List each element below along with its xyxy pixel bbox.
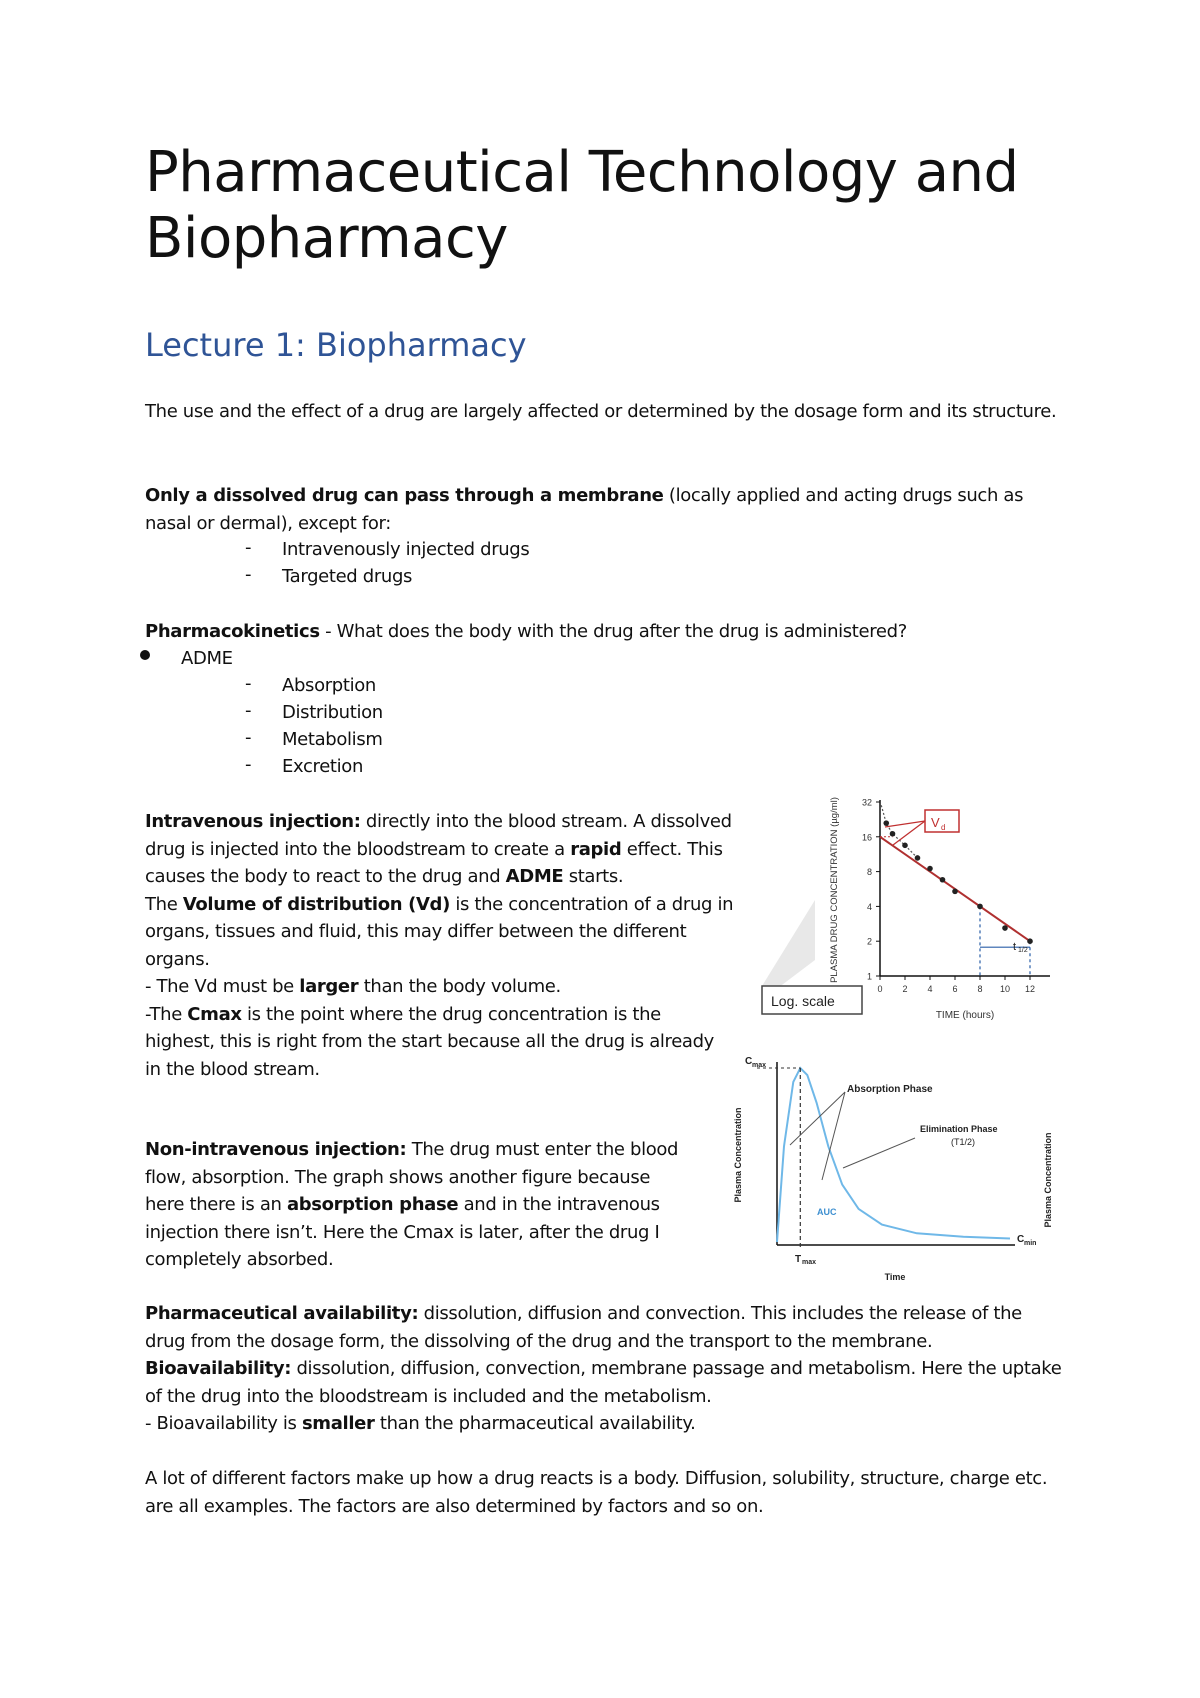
chart1-guides <box>880 837 1030 976</box>
data-point <box>915 855 921 861</box>
noniv-text-2: and in the intravenous injection there isn’t. Here the Cmax is later, after the drug I completely absorbed. <box>145 1194 660 1270</box>
absorption-phase-label: Absorption Phase <box>847 1084 933 1095</box>
elimination-sub: (T1/2) <box>951 1137 976 1147</box>
iv-adme: ADME <box>505 866 564 887</box>
tmax-label: T <box>795 1254 802 1265</box>
ba-label: Bioavailability: <box>145 1358 292 1379</box>
membrane-bold: Only a dissolved drug can pass through a membrane <box>145 485 664 506</box>
half-life-label: t <box>1013 941 1017 953</box>
data-point <box>1027 938 1033 944</box>
absorption-pointer <box>790 1092 845 1145</box>
iv-log-chart <box>745 790 1075 1030</box>
chart2-xlabel: Time <box>884 1272 906 1282</box>
membrane-paragraph <box>145 482 1065 537</box>
ba-text: dissolution, diffusion, convection, membrane passage and metabolism. Here the uptake of the drug into the bloodstream is included and the metabolism. <box>145 1358 1062 1407</box>
iv-rapid: rapid <box>570 838 622 860</box>
pa-text: dissolution, diffusion and convection. This includes the release of the drug from the dosage form, the dissolving of the drug and the transport to the membrane. <box>145 1303 1022 1352</box>
y-tick-label: 4 <box>866 901 872 912</box>
cmin-sub: min <box>1024 1240 1037 1247</box>
data-point <box>902 843 908 849</box>
vd2-bold: larger <box>299 976 359 997</box>
cmp-bold: smaller <box>301 1413 375 1434</box>
y-tick-label: 1 <box>866 971 872 982</box>
cmax-sub: max <box>752 1062 767 1069</box>
cmin-label: C <box>1017 1234 1025 1245</box>
adme-item-metabolism: Metabolism <box>282 729 383 750</box>
y-tick-label: 8 <box>866 867 872 878</box>
adme-bullet: ADME <box>181 648 233 669</box>
data-point <box>890 831 896 837</box>
data-point <box>1002 925 1008 931</box>
factors-paragraph: A lot of different factors make up how a drug reacts is a body. Diffusion, solubility, structure, charge etc. are all examples. The factors are also determined by factors and so on. <box>145 1468 1048 1517</box>
vd2-rest: than the body volume. <box>358 976 561 997</box>
callout-wedge <box>762 900 815 1000</box>
cmp-rest: than the pharmaceutical availability. <box>374 1413 696 1434</box>
chart1-points <box>883 820 1032 944</box>
pk-bold: Pharmacokinetics <box>145 621 320 642</box>
list-dash: - <box>245 727 252 748</box>
vd-bold: Volume of distribution (Vd) <box>182 893 450 915</box>
vd2-pre: - The Vd must be <box>145 976 300 997</box>
adme-item-distribution: Distribution <box>282 702 383 723</box>
pa-label: Pharmaceutical availability: <box>145 1303 419 1324</box>
log-scale-callout: Log. scale <box>771 993 835 1009</box>
chart1-xlabel: TIME (hours) <box>935 1010 995 1021</box>
vd-annotation-sub: d <box>941 823 946 832</box>
adme-item-absorption: Absorption <box>282 675 376 696</box>
iv-text-2: effect. This causes the body to react to the drug and <box>145 838 723 887</box>
pharmacokinetics-paragraph <box>145 618 1065 646</box>
chart1-x-ticks <box>877 976 1035 994</box>
chart1-ylabel: PLASMA DRUG CONCENTRATION (µg/ml) <box>829 797 840 983</box>
chart2-ylabel-right: Plasma Concentration <box>1043 1132 1053 1228</box>
y-tick-label: 16 <box>861 832 872 843</box>
noniv-label: Non-intravenous injection: <box>145 1139 407 1160</box>
noniv-bold: absorption phase <box>286 1194 459 1215</box>
cmax-label: C <box>745 1056 753 1067</box>
data-point <box>940 877 946 883</box>
iv-label: Intravenous injection: <box>145 811 361 832</box>
adme-item-excretion: Excretion <box>282 756 364 777</box>
y-tick-label: 2 <box>866 936 872 947</box>
chart2-ylabel: Plasma Concentration <box>733 1107 743 1203</box>
elimination-phase-label: Elimination Phase <box>920 1124 998 1134</box>
vd-rest: is the concentration of a drug in organs, tissues and fluid, this may differ between the different organs. <box>145 893 734 970</box>
vd-pre: The <box>145 893 183 915</box>
data-point <box>977 904 983 910</box>
list-dash: - <box>245 700 252 721</box>
bullet-dot <box>140 650 150 660</box>
exception-item-2: Targeted drugs <box>282 566 413 587</box>
y-tick-label: 32 <box>861 797 872 808</box>
intravenous-paragraph <box>145 808 735 1083</box>
list-dash: - <box>245 673 252 694</box>
membrane-rest: (locally applied and acting drugs such as nasal or dermal), except for: <box>145 485 1024 534</box>
list-dash: - <box>245 537 252 558</box>
cmax-bold: Cmax <box>187 1003 242 1025</box>
iv-text-3: starts. <box>563 866 624 887</box>
data-point <box>952 889 958 895</box>
non-iv-chart <box>725 1050 1065 1285</box>
non-intravenous-paragraph <box>145 1136 690 1274</box>
exception-item-1: Intravenously injected drugs <box>282 539 530 560</box>
list-dash: - <box>245 754 252 775</box>
auc-label: AUC <box>817 1207 837 1217</box>
list-dash: - <box>245 564 252 585</box>
lecture-heading: Lecture 1: Biopharmacy <box>145 326 527 364</box>
availability-paragraph <box>145 1300 1065 1438</box>
data-point <box>883 820 889 826</box>
data-point <box>927 866 933 872</box>
pk-rest: - What does the body with the drug after the drug is administered? <box>319 621 907 642</box>
x-tick-label: 8 <box>977 984 983 994</box>
x-tick-label: 2 <box>902 984 908 994</box>
tmax-sub: max <box>802 1259 817 1266</box>
x-tick-label: 12 <box>1024 984 1036 994</box>
cmax-rest: is the point where the drug concentration is the highest, this is right from the start because all the drug is already in the blood stream. <box>145 1003 714 1080</box>
document-title: Pharmaceutical Technology and Biopharmacy <box>145 140 1019 271</box>
vd-annotation-label: V <box>931 815 940 830</box>
cmax-pre: -The <box>145 1003 188 1025</box>
x-tick-label: 0 <box>877 984 883 994</box>
elimination-pointer <box>843 1138 915 1168</box>
x-tick-label: 4 <box>927 984 933 994</box>
iv-text-1: directly into the blood stream. A dissolved drug is injected into the bloodstream to create a <box>145 811 732 860</box>
x-tick-label: 6 <box>952 984 958 994</box>
chart1-y-ticks <box>862 798 880 982</box>
half-life-sub: 1/2 <box>1018 947 1028 954</box>
noniv-text-1: The drug must enter the blood flow, absorption. The graph shows another figure because here there is an <box>145 1139 679 1215</box>
cmp-pre: - Bioavailability is <box>145 1413 302 1434</box>
x-tick-label: 10 <box>999 984 1011 994</box>
intro-paragraph: The use and the effect of a drug are largely affected or determined by the dosage form and its structure. <box>145 401 1057 422</box>
